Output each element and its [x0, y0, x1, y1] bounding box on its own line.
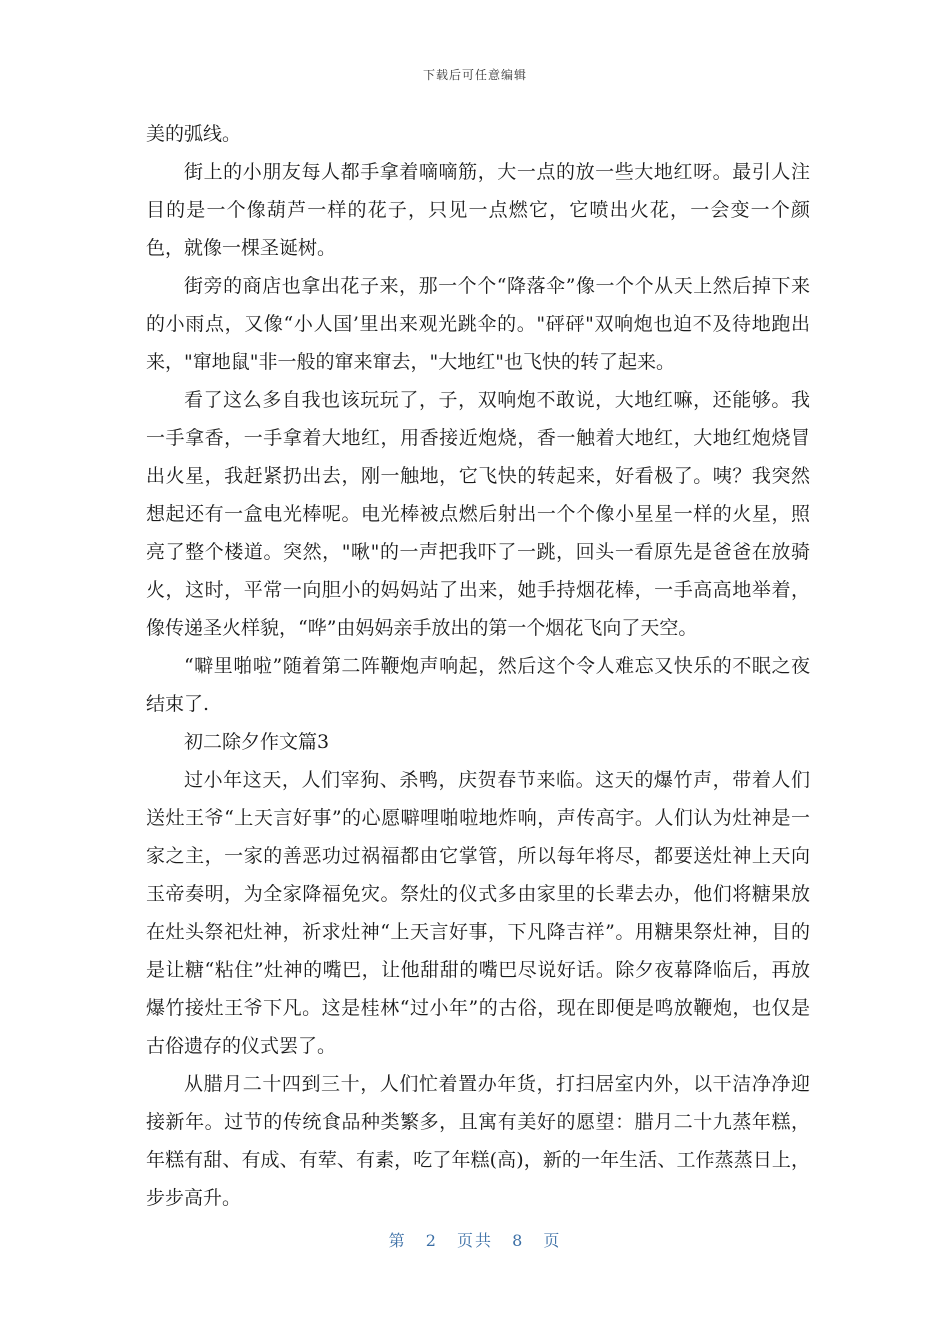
paragraph: 街上的小朋友每人都手拿着嘀嘀筋，大一点的放一些大地红呀。最引人注目的是一个像葫芦一样的花子，只见一点燃它，它喷出火花，一会变一个颜色，就像一棵圣诞树。	[146, 161, 810, 259]
paragraph: 看了这么多自我也该玩玩了，子，双响炮不敢说，大地红嘛，还能够。我一手拿香，一手拿着大地红，用香接近炮烧，香一触着大地红，大地红炮烧冒出火星，我赶紧扔出去，刚一触地，它飞快的转起来，好看极了。咦？我突然想起还有一盒电光棒呢。电光棒被点燃后射出一个个像小星星一样的火星，照亮了整个楼道。突然，"啾"的一声把我吓了一跳，回头一看原先是爸爸在放骑火，这时，平常一向胆小的妈妈站了出来，她手持烟花棒，一手高高地举着，像传递圣火样貌，“哗”由妈妈亲手放出的第一个烟花飞向了天空。	[146, 389, 810, 639]
section-heading: 初二除夕作文篇3	[184, 731, 330, 753]
paragraph: “噼里啪啦”随着第二阵鞭炮声响起，然后这个令人难忘又快乐的不眠之夜结束了.	[146, 655, 810, 715]
paragraph-continuation: 美的弧线。	[146, 123, 242, 145]
document-body	[146, 115, 810, 1217]
page-number: 第 2 页共 8 页	[388, 1231, 562, 1250]
paragraph: 街旁的商店也拿出花子来，那一个个“降落伞”像一个个从天上然后掉下来的小雨点，又像“小人国’里出来观光跳伞的。"砰砰"双响炮也迫不及待地跑出来，"窜地鼠"非一般的窜来窜去，"大地红"也飞快的转了起来。	[146, 275, 810, 373]
paragraph: 从腊月二十四到三十，人们忙着置办年货，打扫居室内外，以干洁净净迎接新年。过节的传统食品种类繁多，且寓有美好的愿望：腊月二十九蒸年糕，年糕有甜、有成、有荤、有素，吃了年糕(高)，新的一年生活、工作蒸蒸日上，步步高升。	[146, 1073, 810, 1209]
paragraph: 过小年这天，人们宰狗、杀鸭，庆贺春节来临。这天的爆竹声，带着人们送灶王爷“上天言好事”的心愿噼哩啪啦地炸响，声传高宇。人们认为灶神是一家之主，一家的善恶功过祸福都由它掌管，所以每年将尽，都要送灶神上天向玉帝奏明，为全家降福免灾。祭灶的仪式多由家里的长辈去办，他们将糖果放在灶头祭祀灶神，祈求灶神“上天言好事，下凡降吉祥”。用糖果祭灶神，目的是让糖“粘住”灶神的嘴巴，让他甜甜的嘴巴尽说好话。除夕夜幕降临后，再放爆竹接灶王爷下凡。这是桂林“过小年”的古俗，现在即便是鸣放鞭炮，也仅是古俗遗存的仪式罢了。	[146, 769, 810, 1057]
page-header-note: 下载后可任意编辑	[422, 68, 527, 82]
